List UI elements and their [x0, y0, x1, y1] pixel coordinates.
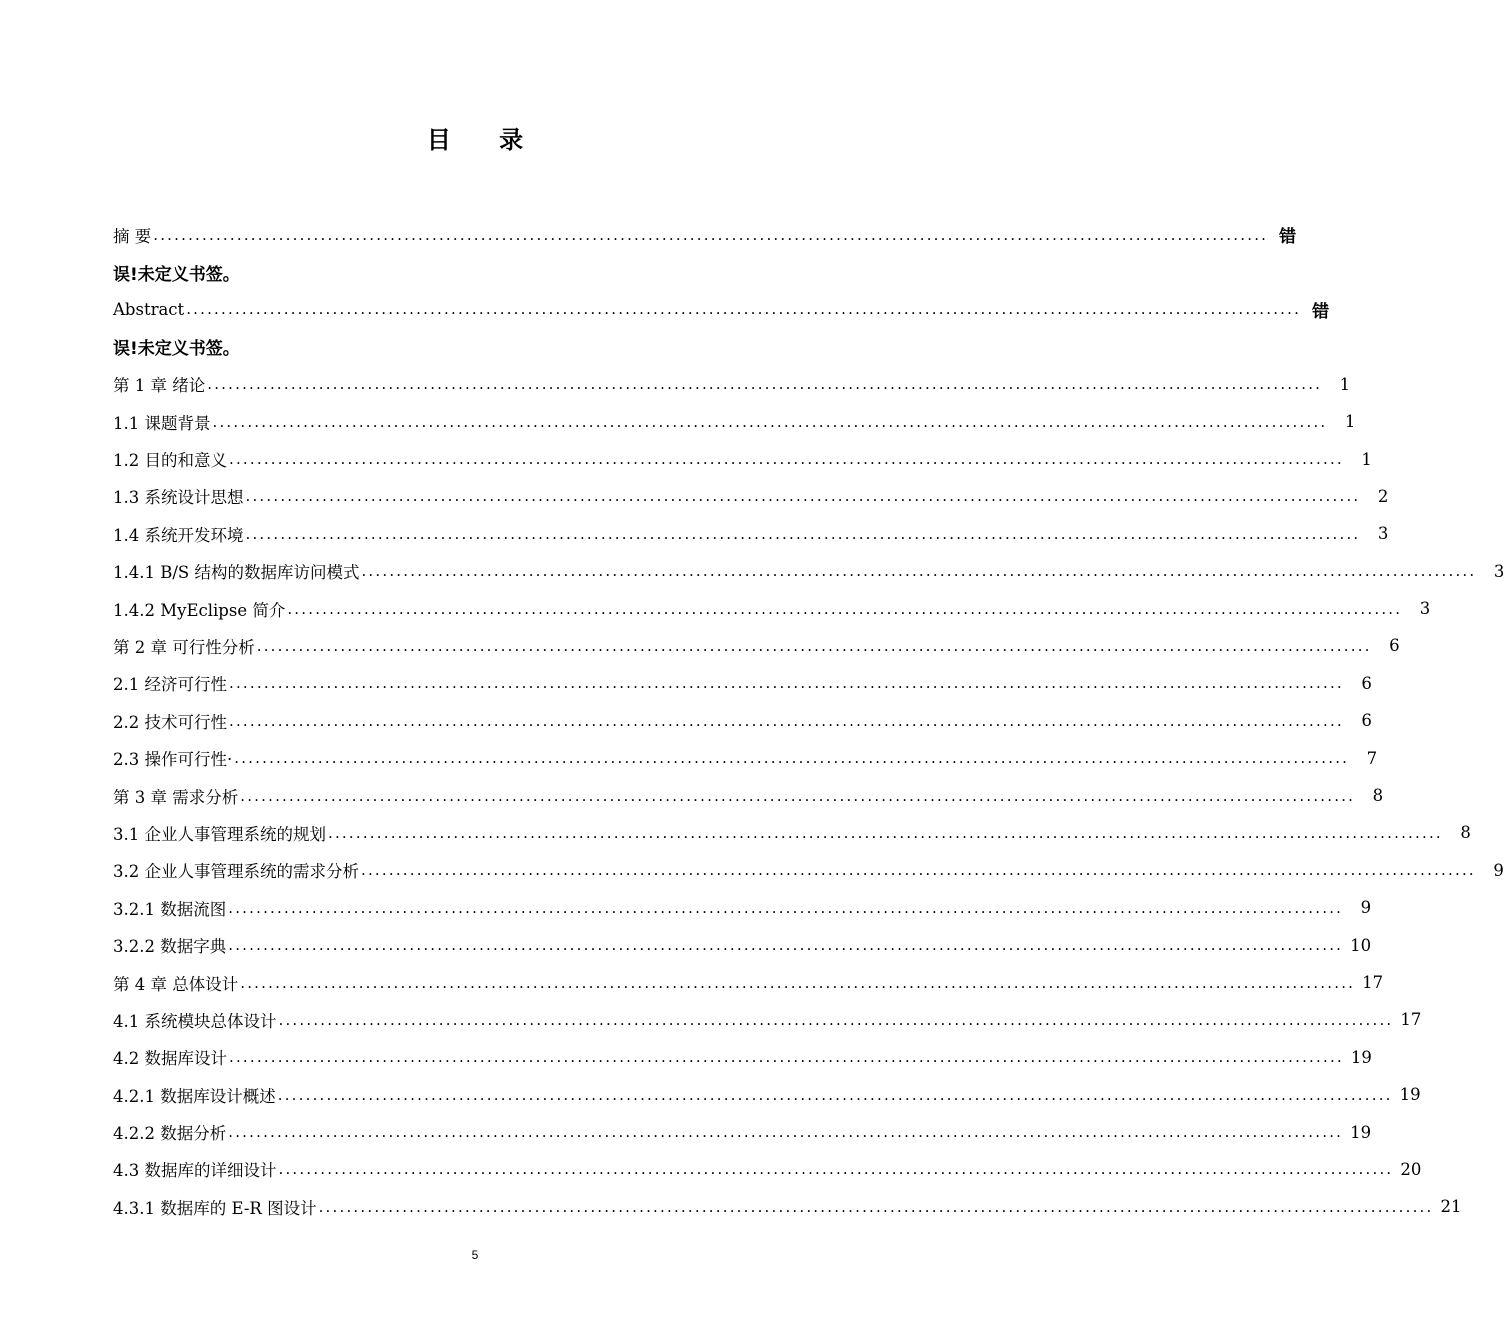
toc-entry-title: 4.3 数据库的详细设计 [113, 1161, 277, 1181]
page-number: 5 [471, 1248, 479, 1262]
toc-entry-page: 6 [1389, 636, 1400, 656]
toc-entry[interactable] [113, 665, 1372, 702]
toc-entry-page: 7 [1366, 748, 1378, 768]
toc-error-continuation: 误!未定义书签。 [113, 339, 240, 360]
toc-entry-title: 1.1 课题背景 [113, 413, 211, 433]
toc-entry-page: 3 [1493, 561, 1504, 581]
toc-entry[interactable] [113, 553, 1504, 590]
toc-entry[interactable] [113, 1039, 1372, 1076]
toc-entry-page: 1 [1344, 412, 1356, 432]
toc-dot-leader: ................................................................................................................................................................ [186, 300, 1302, 319]
toc-entry-page: 19 [1350, 1122, 1372, 1142]
toc-dot-leader: ................................................................................................................................................................ [277, 1085, 1393, 1104]
toc-entry[interactable] [113, 814, 1471, 851]
toc-entry[interactable] [113, 777, 1384, 814]
toc-entry[interactable] [113, 515, 1389, 552]
toc-dot-leader: ................................................................................................................................................................ [240, 973, 1356, 992]
toc-entry-title: 4.3.1 数据库的 E-R 图设计 [113, 1198, 317, 1218]
toc-entry[interactable] [113, 1151, 1422, 1188]
toc-dot-leader: ................................................................................................................................................................ [229, 711, 1344, 730]
toc-entry-page: 3 [1377, 524, 1389, 544]
toc-entry-page: 8 [1372, 786, 1384, 806]
toc-dot-leader: ................................................................................................................................................................ [361, 562, 1477, 581]
toc-dot-leader: ................................................................................................................................................................ [278, 1010, 1394, 1029]
toc-dot-leader: ................................................................................................................................................................ [212, 412, 1328, 431]
toc-dot-leader: ................................................................................................................................................................ [318, 1197, 1434, 1216]
toc-entry-title: 1.3 系统设计思想 [113, 488, 244, 508]
toc-entry[interactable] [113, 852, 1504, 889]
toc-entry-title: 4.1 系统模块总体设计 [113, 1011, 277, 1031]
toc-entry-page: 8 [1460, 823, 1471, 843]
toc-entry-title: 3.2.2 数据字典 [113, 937, 227, 957]
toc-entry-page: 10 [1350, 935, 1372, 955]
toc-entry[interactable] [113, 627, 1400, 664]
toc-entry[interactable] [113, 440, 1372, 477]
toc-dot-leader: ................................................................................................................................................................ [240, 786, 1356, 805]
toc-dot-leader: ................................................................................................................................................................ [229, 1048, 1344, 1067]
toc-dot-leader: ................................................................................................................................................................ [234, 749, 1350, 768]
toc-entry-page: 3 [1419, 599, 1431, 619]
toc-entry-page: 17 [1362, 973, 1384, 992]
toc-entry-title: 1.4 系统开发环境 [113, 525, 244, 545]
toc-entry[interactable] [113, 964, 1384, 1001]
toc-entry-title: 3.2 企业人事管理系统的需求分析 [113, 862, 359, 882]
toc-entry[interactable] [113, 291, 1330, 328]
toc-entry-title: 第 3 章 需求分析 [113, 787, 239, 807]
toc-dot-leader: ................................................................................................................................................................ [153, 225, 1269, 244]
toc-entry-title: 1.4.1 B/S 结构的数据库访问模式 [113, 563, 360, 583]
toc-dot-leader: ................................................................................................................................................................ [245, 487, 1361, 506]
toc-dot-leader: ................................................................................................................................................................ [229, 674, 1344, 693]
toc-entry[interactable] [113, 1113, 1372, 1150]
toc-dot-leader: ................................................................................................................................................................ [228, 936, 1344, 955]
toc-entry-title: 4.2.2 数据分析 [113, 1124, 227, 1144]
toc-dot-leader: ................................................................................................................................................................ [229, 450, 1344, 469]
toc-error-continuation: 误!未定义书签。 [113, 264, 240, 285]
toc-entry-title: 第 4 章 总体设计 [113, 974, 239, 994]
page-title: 目 录 [426, 125, 544, 154]
toc-entry[interactable] [113, 403, 1356, 440]
toc-entry-title: Abstract [113, 299, 185, 319]
toc-dot-leader: ................................................................................................................................................................ [287, 599, 1403, 618]
toc-entry[interactable] [113, 590, 1431, 627]
toc-entry-page: 20 [1400, 1159, 1422, 1179]
toc-entry-title: 2.1 经济可行性 [113, 675, 227, 695]
toc-entry-page: 6 [1361, 711, 1372, 731]
toc-entry-page: 2 [1377, 486, 1389, 506]
toc-entry-page: 17 [1400, 1010, 1422, 1030]
toc-entry-title: 3.2.1 数据流图 [113, 899, 227, 919]
toc-entry-title: 3.1 企业人事管理系统的规划 [113, 824, 326, 844]
toc-entry-title: 1.2 目的和意义 [113, 451, 227, 471]
toc-entry-page: 错 [1312, 301, 1330, 322]
toc-entry-page: 19 [1399, 1085, 1421, 1105]
toc-dot-leader: ................................................................................................................................................................ [256, 636, 1372, 655]
toc-entry-page: 9 [1493, 860, 1504, 880]
toc-entry-page: 错 [1279, 227, 1297, 248]
toc-entry[interactable] [113, 1001, 1422, 1038]
toc-entry-page: 1 [1339, 374, 1351, 394]
toc-entry[interactable] [113, 366, 1351, 403]
toc-dot-leader: ................................................................................................................................................................ [228, 898, 1344, 917]
table-of-contents [113, 216, 1504, 1226]
toc-entry[interactable] [113, 478, 1389, 515]
toc-entry-title: 2.2 技术可行性 [113, 712, 227, 732]
toc-entry-title: 第 2 章 可行性分析 [113, 637, 255, 657]
toc-entry[interactable] [113, 889, 1372, 926]
toc-entry[interactable] [113, 702, 1372, 739]
toc-dot-leader: ................................................................................................................................................................ [207, 375, 1323, 394]
toc-entry[interactable] [113, 216, 1297, 253]
toc-dot-leader: ................................................................................................................................................................ [361, 861, 1476, 880]
toc-entry-title: 第 1 章 绪论 [113, 376, 206, 396]
toc-entry-title: 1.4.2 MyEclipse 简介 [113, 600, 286, 620]
toc-entry-title: 摘 要 [113, 226, 152, 246]
toc-entry-page: 9 [1360, 898, 1372, 918]
toc-entry-title: 4.2 数据库设计 [113, 1049, 227, 1069]
toc-entry-page: 21 [1440, 1197, 1462, 1217]
toc-entry-title: 4.2.1 数据库设计概述 [113, 1086, 276, 1106]
toc-entry[interactable] [113, 739, 1378, 776]
toc-entry-title: 2.3 操作可行性· [113, 750, 233, 770]
toc-entry-page: 19 [1350, 1047, 1372, 1067]
toc-entry-page: 6 [1361, 673, 1372, 693]
toc-dot-leader: ................................................................................................................................................................ [328, 823, 1443, 842]
toc-entry[interactable] [113, 1076, 1421, 1113]
toc-entry[interactable] [113, 1188, 1462, 1225]
toc-entry[interactable] [113, 926, 1372, 963]
toc-dot-leader: ................................................................................................................................................................ [278, 1160, 1394, 1179]
toc-dot-leader: ................................................................................................................................................................ [245, 524, 1361, 543]
toc-dot-leader: ................................................................................................................................................................ [228, 1123, 1344, 1142]
toc-entry-page: 1 [1361, 449, 1372, 469]
